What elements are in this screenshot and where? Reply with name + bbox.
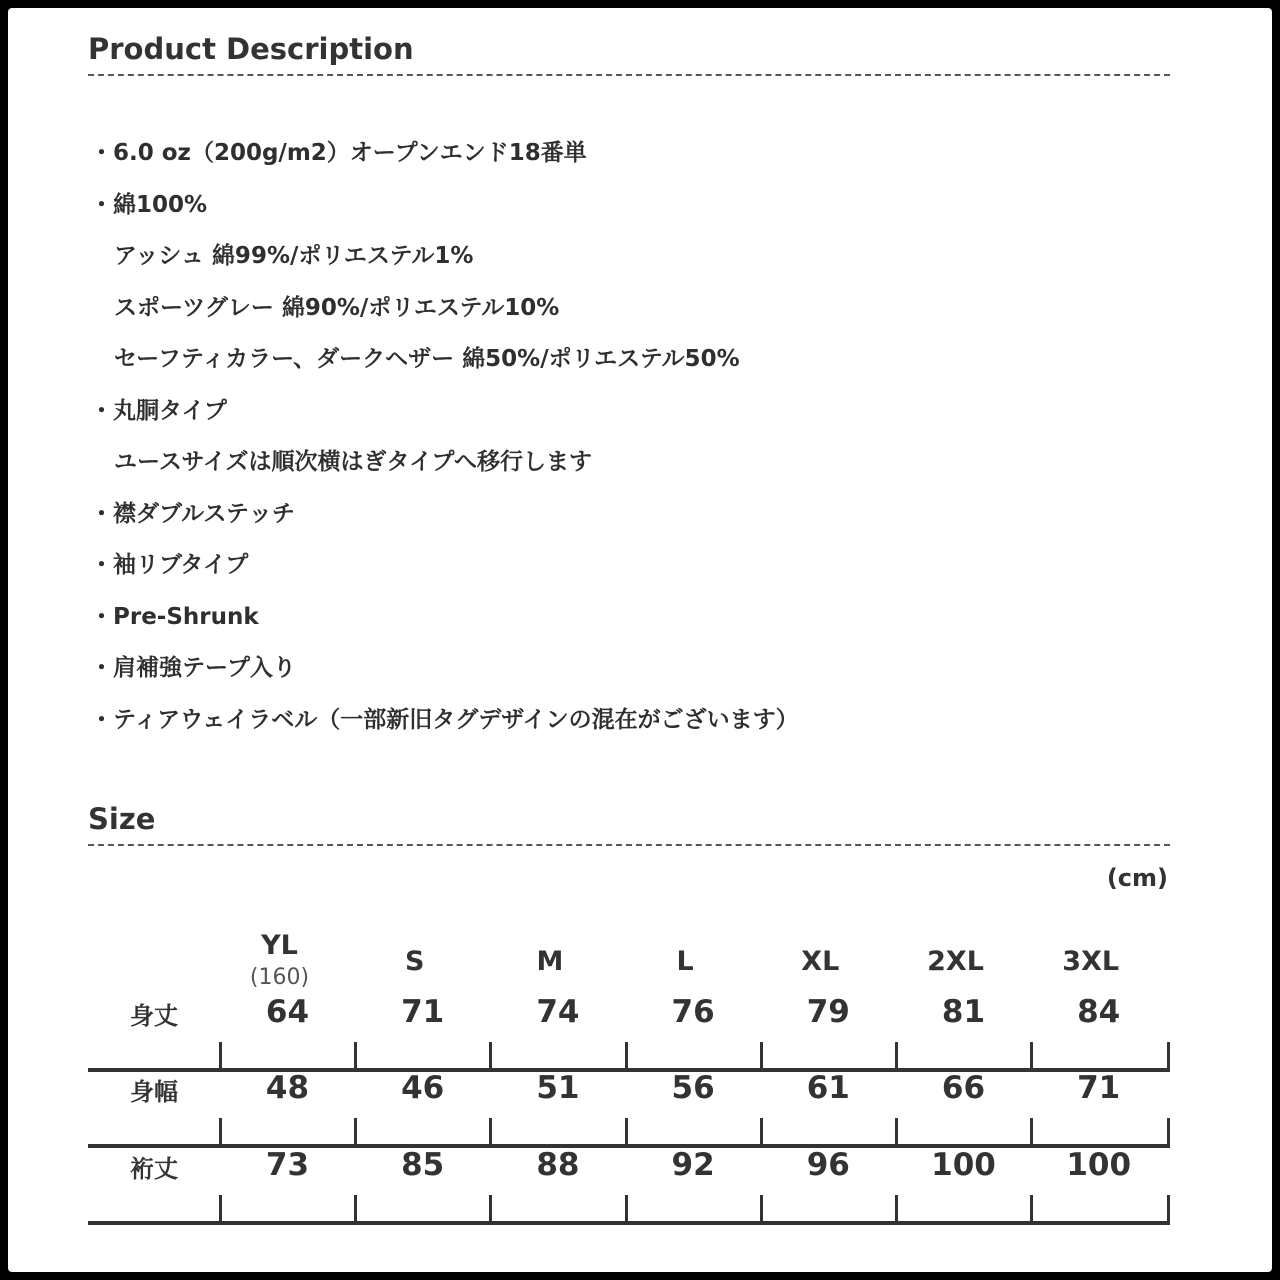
description-item: ・肩補強テープ入り [90,655,296,681]
column-tick [219,1118,222,1144]
size-column-label: XL [801,946,840,977]
size-cell: 73 [265,1147,310,1183]
size-cell: 56 [671,1070,715,1106]
description-item: ・ティアウェイラベル（一部新旧タグデザインの混在がございます） [90,706,799,733]
size-heading: Size [88,802,1170,846]
size-cell: 81 [941,994,986,1030]
description-item: ・綿100% [90,191,208,218]
column-tick [1030,1042,1033,1068]
description-item: ・襟ダブルステッチ [90,500,295,527]
size-cell: 71 [1077,1070,1121,1106]
column-tick [760,1042,763,1068]
column-tick [625,1042,628,1068]
description-item: アッシュ 綿99%/ポリエステル1% [114,243,474,269]
description-item: ・6.0 oz（200g/m2）オープンエンド18番単 [90,140,587,166]
column-tick [895,1042,898,1068]
column-tick [219,1195,222,1221]
size-cell: 100 [1066,1147,1132,1183]
column-tick [625,1118,628,1144]
column-tick [489,1042,492,1068]
size-column-label: L [676,946,694,977]
page [8,8,1272,1272]
size-cell: 92 [671,1147,715,1183]
column-tick [1167,1042,1170,1068]
size-cell: 61 [806,1070,850,1106]
description-item: ・Pre-Shrunk [90,603,259,630]
size-cell: 46 [401,1070,445,1106]
size-cell: 88 [536,1147,580,1183]
size-column-label: 3XL [1062,946,1120,977]
column-tick [1030,1118,1033,1144]
size-cell: 76 [671,994,715,1030]
size-cell: 96 [806,1147,850,1183]
size-cell: 64 [265,994,310,1030]
size-cell: 66 [941,1070,986,1106]
size-cell: 100 [931,1147,996,1183]
size-cell: 51 [536,1070,580,1106]
size-cell: 79 [806,994,850,1030]
size-column-sublabel: (160) [249,965,310,990]
product-description-heading: Product Description [88,32,1170,76]
column-tick [489,1195,492,1221]
unit-label: (cm) [1106,864,1168,892]
size-column-label: 2XL [927,946,984,977]
column-tick [354,1042,357,1068]
column-tick [489,1118,492,1144]
description-item: セーフティカラー、ダークヘザー 綿50%/ポリエステル50% [114,346,740,372]
size-column-label: M [536,946,564,977]
size-row-label: 身幅 [130,1078,178,1106]
column-tick [760,1118,763,1144]
size-row [88,1068,1170,1148]
size-row-label: 身丈 [130,1002,178,1030]
size-row [88,992,1170,1072]
description-item: ・袖リブタイプ [90,552,249,578]
column-tick [895,1195,898,1221]
column-tick [625,1195,628,1221]
size-cell: 48 [265,1070,310,1106]
description-item: ユースサイズは順次横はぎタイプへ移行します [114,449,592,475]
column-tick [1167,1118,1170,1144]
size-row [88,1145,1170,1225]
size-column-label: S [404,946,425,977]
size-cell: 84 [1077,994,1121,1030]
column-tick [354,1118,357,1144]
size-cell: 74 [536,994,580,1030]
column-tick [760,1195,763,1221]
column-tick [354,1195,357,1221]
column-tick [219,1042,222,1068]
column-tick [895,1118,898,1144]
column-tick [1167,1195,1170,1221]
size-row-label: 裄丈 [130,1155,178,1183]
description-list [90,132,799,750]
description-item: ・丸胴タイプ [90,397,227,424]
size-cell: 85 [401,1147,445,1183]
description-item: スポーツグレー 綿90%/ポリエステル10% [114,294,560,321]
size-cell: 71 [401,994,445,1030]
size-column-label: YL [261,930,298,961]
column-tick [1030,1195,1033,1221]
